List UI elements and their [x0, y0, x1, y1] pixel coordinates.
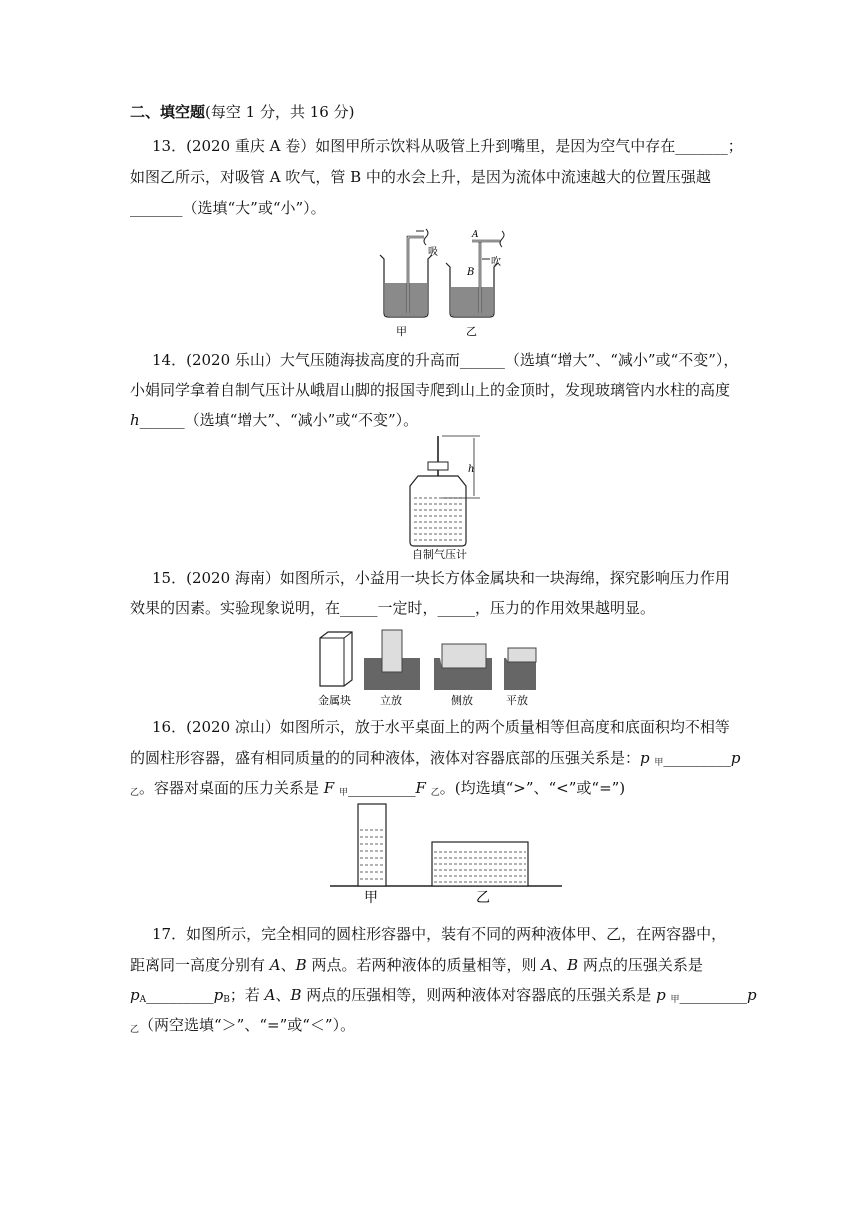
sub-yi: 乙: [430, 788, 440, 798]
caption-yi: 乙: [466, 325, 477, 337]
point-b: B: [290, 986, 302, 1004]
separator: 、: [275, 986, 291, 1004]
point-a: A: [264, 986, 276, 1004]
caption-side: 侧放: [451, 694, 473, 707]
q15-line-2: 效果的因素。实验现象说明，在_____一定时，_____，压力的作用效果越明显。: [130, 599, 656, 617]
q13-line-2: 如图乙所示，对吸管 A 吹气，管 B 中的水会上升，是因为流体中流速越大的位置压强越: [130, 168, 711, 186]
sub-jia: 甲: [339, 788, 349, 798]
caption-yi: 乙: [476, 890, 490, 906]
p-symbol: p: [730, 749, 741, 767]
q17-line-1: 17．如图所示，完全相同的圆柱形容器中，装有不同的两种液体甲、乙，在两容器中，: [152, 925, 727, 943]
p-symbol: p: [130, 986, 140, 1004]
q17-line-2-end: 两点的压强关系是: [578, 956, 703, 974]
caption-flat: 平放: [506, 694, 528, 707]
q17-line-3-text: ；若: [229, 986, 265, 1004]
q16-line-2-text: 的圆柱形容器，盛有相同质量的的同种液体，液体对容器底部的压强关系是：: [130, 749, 641, 767]
q15-figure: [314, 628, 544, 710]
tube-b-label: B: [467, 267, 475, 278]
point-a: A: [269, 956, 281, 974]
sub-jia: 甲: [654, 758, 664, 768]
h-label: h: [468, 464, 475, 475]
q13-line-3: _______（选填“大”或“小”）。: [130, 199, 326, 217]
q17-line-2-mid: 两点。若两种液体的质量相等，则: [306, 956, 542, 974]
q16-figure: [328, 802, 564, 906]
p-symbol: p: [656, 986, 666, 1004]
q14-line-3: [130, 410, 418, 430]
suck-label: 吸: [428, 247, 438, 258]
h-symbol: h: [130, 411, 140, 429]
sub-yi: 乙: [130, 788, 140, 798]
q16-line-2: [130, 748, 741, 773]
q16-line-3-end: 。(均选填“>”、“<”或“=”): [439, 779, 626, 797]
q13-figure: [372, 225, 512, 337]
q14-line-3-text: ______（选填“增大”、“减小”或“不变”）。: [139, 411, 419, 429]
point-b: B: [567, 956, 579, 974]
p-symbol: p: [213, 986, 224, 1004]
q14-line-2: 小娟同学拿着自制气压计从峨眉山脚的报国寺爬到山上的金顶时，发现玻璃管内水柱的高度: [130, 381, 731, 399]
caption-upright: 立放: [380, 694, 402, 707]
barometer-caption: 自制气压计: [412, 548, 467, 560]
q17-line-4-text: （两空选填“＞”、“=”或“＜”）。: [139, 1016, 356, 1034]
f-symbol: F: [323, 779, 335, 797]
caption-jia: 甲: [396, 325, 407, 337]
p-symbol: p: [640, 749, 650, 767]
section-title: 二、填空题: [130, 103, 206, 121]
section-heading: [130, 102, 354, 122]
point-b: B: [295, 956, 307, 974]
q16-line-3: [130, 778, 625, 803]
caption-metal-block: 金属块: [318, 694, 351, 707]
blank: _________: [146, 986, 214, 1004]
q16-line-3-text: 。容器对桌面的压力关系是: [139, 779, 324, 797]
q16-line-1: 16．(2020 凉山）如图所示，放于水平桌面上的两个质量相等但高度和底面积均不相等: [152, 718, 730, 736]
blank: _________: [679, 986, 747, 1004]
sub-b: B: [223, 995, 230, 1005]
point-a: A: [541, 956, 553, 974]
sub-jia: 甲: [670, 995, 680, 1005]
q17-line-4: [130, 1015, 355, 1040]
sub-yi: 乙: [130, 1025, 140, 1035]
q17-line-2-text: 距离同一高度分别有: [130, 956, 270, 974]
q14-line-1: 14．(2020 乐山）大气压随海拔高度的升高而______（选填“增大”、“减小”或“不变”），: [152, 351, 739, 369]
blow-label: 吹: [491, 257, 501, 268]
section-note: (每空 1 分，共 16 分): [205, 103, 355, 121]
q17-line-2: [130, 955, 703, 975]
sub-a: A: [139, 995, 147, 1005]
q15-line-1: 15．(2020 海南）如图所示，小益用一块长方体金属块和一块海绵，探究影响压力作用: [152, 569, 730, 587]
p-symbol: p: [746, 986, 757, 1004]
q14-figure: [408, 432, 483, 560]
tube-a-label: A: [472, 230, 479, 240]
separator: 、: [280, 956, 296, 974]
blank: _________: [348, 779, 416, 797]
blank: _________: [663, 749, 731, 767]
q17-line-3-mid: 两点的压强相等，则两种液体对容器底的压强关系是: [301, 986, 657, 1004]
q13-line-1: 13．(2020 重庆 A 卷）如图甲所示饮料从吸管上升到嘴里，是因为空气中存在_______；: [152, 137, 743, 155]
caption-jia: 甲: [364, 890, 378, 906]
f-symbol: F: [415, 779, 426, 797]
separator: 、: [552, 956, 568, 974]
q17-line-3: [130, 985, 757, 1010]
